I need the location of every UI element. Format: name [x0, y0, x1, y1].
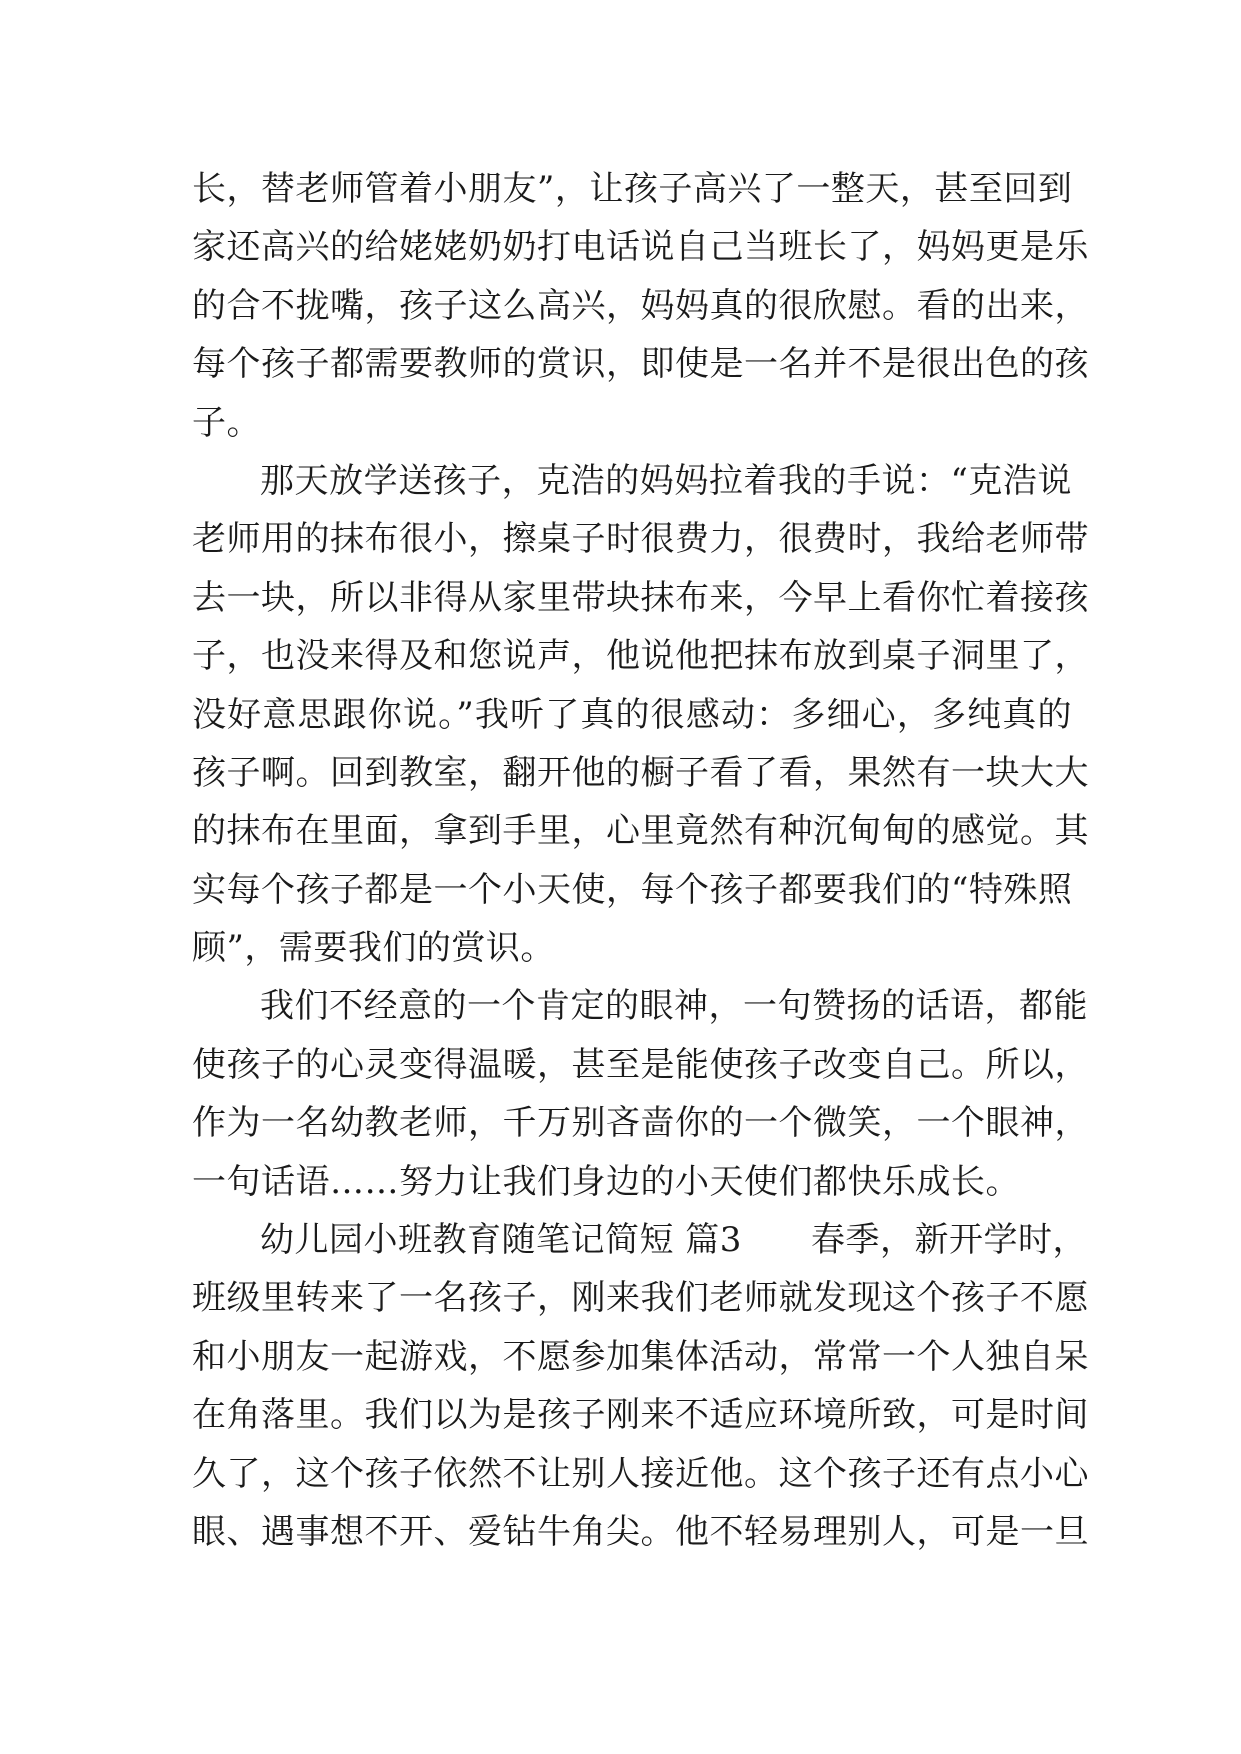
- text-line: 使孩子的心灵变得温暖，甚至是能使孩子改变自己。所以，: [192, 1044, 1089, 1085]
- text-line: 的抹布在里面，拿到手里，心里竟然有种沉甸甸的感觉。其: [192, 811, 1089, 852]
- text-line: 子，也没来得及和您说声，他说他把抹布放到桌子洞里了，: [192, 636, 1089, 677]
- text-line: 实每个孩子都是一个小天使，每个孩子都要我们的“特殊照: [192, 869, 1073, 910]
- text-line: 长，替老师管着小朋友”，让孩子高兴了一整天，甚至回到: [192, 169, 1073, 209]
- text-line: 子。: [192, 402, 261, 443]
- text-line: 的合不拢嘴，孩子这么高兴，妈妈真的很欣慰。看的出来，: [192, 285, 1089, 326]
- text-line: 顾”，需要我们的赏识。: [192, 928, 555, 969]
- text-line: 班级里转来了一名孩子，刚来我们老师就发现这个孩子不愿: [192, 1278, 1089, 1319]
- text-line: 没好意思跟你说。”我听了真的很感动：多细心，多纯真的: [192, 694, 1072, 735]
- text-line: 去一块，所以非得从家里带块抹布来，今早上看你忙着接孩: [192, 577, 1089, 618]
- text-line: 每个孩子都需要教师的赏识，即使是一名并不是很出色的孩: [192, 344, 1089, 385]
- body-text: [192, 160, 1089, 1561]
- text-line: 作为一名幼教老师，千万别吝啬你的一个微笑，一个眼神，: [192, 1103, 1089, 1144]
- text-line: 眼、遇事想不开、爱钻牛角尖。他不轻易理别人，可是一旦: [192, 1511, 1089, 1552]
- text-line: 老师用的抹布很小，擦桌子时很费力，很费时，我给老师带: [192, 519, 1089, 560]
- text-line: 在角落里。我们以为是孩子刚来不适应环境所致，可是时间: [192, 1395, 1089, 1436]
- text-line: 孩子啊。回到教室，翻开他的橱子看了看，果然有一块大大: [192, 752, 1089, 793]
- text-line: 那天放学送孩子，克浩的妈妈拉着我的手说：“克浩说: [260, 460, 1072, 501]
- text-line: 和小朋友一起游戏，不愿参加集体活动，常常一个人独自呆: [192, 1336, 1089, 1377]
- text-line: 一句话语……努力让我们身边的小天使们都快乐成长。: [192, 1161, 1020, 1202]
- text-line: 久了，这个孩子依然不让别人接近他。这个孩子还有点小心: [192, 1453, 1089, 1494]
- text-line: 家还高兴的给姥姥奶奶打电话说自己当班长了，妈妈更是乐: [192, 227, 1089, 268]
- text-line: 我们不经意的一个肯定的眼神，一句赞扬的话语，都能: [260, 986, 1088, 1027]
- text-line: 幼儿园小班教育随笔记简短 篇3 春季，新开学时，: [260, 1220, 1087, 1261]
